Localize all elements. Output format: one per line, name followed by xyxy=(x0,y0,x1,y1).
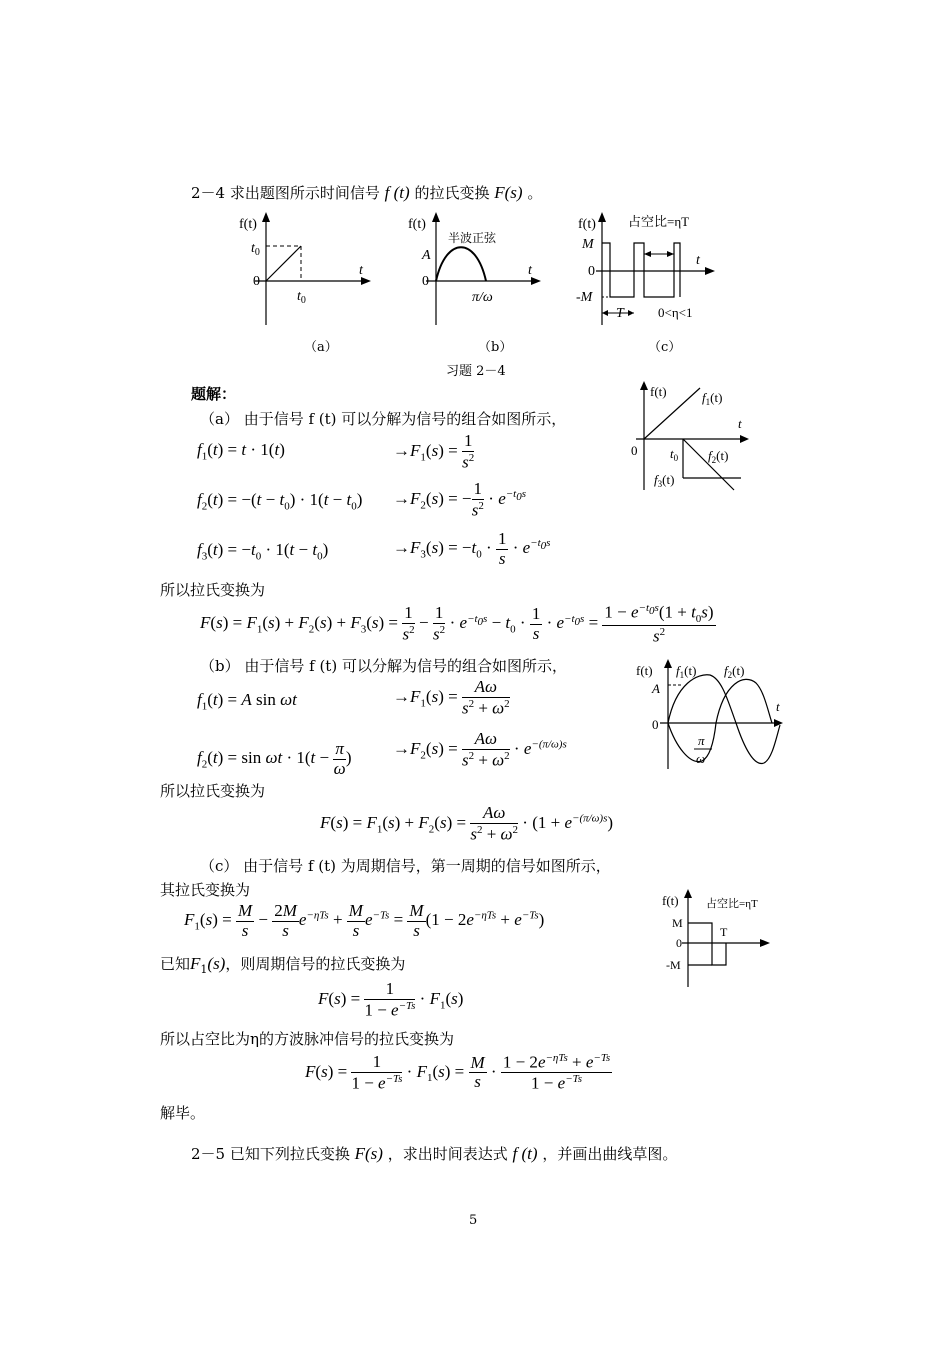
so-c-text: 所以占空比为η的方波脉冲信号的拉氏变换为 xyxy=(160,1030,454,1048)
svg-text:t: t xyxy=(359,263,363,278)
equation-f3-a: $f_3(t) = -t_0 \cdot 1(t - t_0)$ xyxy=(197,540,329,563)
part-a-figure xyxy=(626,378,756,498)
known-text: 已知$F_1(s)$，则周期信号的拉氏变换为 xyxy=(160,954,406,976)
svg-text:f1(t): $f_1(t)$ xyxy=(676,663,697,680)
equation-F-b: $F(s) = F_1(s) + F_2(s)$ = $\frac{A\omega}{s^2 + \omega^2}$ · $(1 + e^{-(\pi/\omega)s})$ xyxy=(320,803,614,844)
figure-a-label: （a） xyxy=(304,340,338,355)
svg-text:t: t xyxy=(776,699,780,714)
equation-F1-b: $\to F_1(s)$ = $\frac{A\omega}{s^2 + \omega^2}$ xyxy=(393,677,510,718)
svg-text:0: 0 xyxy=(676,936,682,950)
svg-text:0: 0 xyxy=(253,274,260,289)
part-a-text: （a） 由于信号 f (t) 可以分解为信号的组合如图所示， xyxy=(200,410,567,428)
svg-text:f(t): f(t) xyxy=(636,663,653,678)
equation-f2-a: $f_2(t) = -(t - t_0) \cdot 1(t - t_0)$ xyxy=(197,490,363,513)
svg-text:f2(t): $f_2(t)$ xyxy=(708,448,729,465)
part-c-figure xyxy=(660,885,780,990)
svg-text:f3(t): $f_3(t)$ xyxy=(654,472,675,489)
svg-text:t0: $t_0$ xyxy=(251,241,260,258)
equation-F1-a: $\to F_1(s)$ = $\frac{1}{s^2}$ xyxy=(393,431,475,472)
svg-text:M: M xyxy=(582,237,594,252)
part-c-text-2: 其拉氏变换为 xyxy=(160,881,251,899)
equation-F3-a: $\to F_3(s) = -t_0$ · $\frac{1}{s}$ · $e^{-t_0s}$ xyxy=(393,529,551,568)
problem-2-5-title: 2－5 已知下列拉氏变换 F(s) ，求出时间表达式 f (t) ，并画出曲线草图。 xyxy=(191,1144,678,1163)
svg-text:π/ω: π/ω xyxy=(472,290,493,305)
svg-text:0<η<1: 0<η<1 xyxy=(658,305,693,320)
figure-caption: 习题 2－4 xyxy=(446,364,506,379)
svg-text:占空比=ηT: 占空比=ηT xyxy=(706,898,758,910)
svg-text:f2(t): $f_2(t)$ xyxy=(724,663,745,680)
figure-b-label: （b） xyxy=(478,340,513,355)
svg-text:t0: $t_0$ xyxy=(670,446,679,463)
svg-text:0: 0 xyxy=(652,717,659,732)
equation-f1-a: $f_1(t) = t \cdot 1(t)$ xyxy=(197,440,285,463)
svg-text:T: T xyxy=(720,925,728,939)
svg-text:f(t): f(t) xyxy=(578,217,596,232)
svg-text:t: t xyxy=(528,263,532,278)
svg-text:f(t): f(t) xyxy=(662,893,679,908)
svg-text:-M: -M xyxy=(666,958,681,972)
figure-c-label: （c） xyxy=(648,340,682,355)
svg-text:M: M xyxy=(672,916,683,930)
svg-text:0: 0 xyxy=(422,274,429,289)
equation-F2-a: $\to F_2(s)$ = − $\frac{1}{s^2}$ · $e^{-t_0s}$ xyxy=(393,479,527,520)
figure-a xyxy=(225,208,385,328)
page-number: 5 xyxy=(469,1213,478,1228)
so-a-text: 所以拉氏变换为 xyxy=(160,581,266,599)
part-b-figure xyxy=(632,655,787,775)
svg-text:0: 0 xyxy=(631,443,638,458)
done-text: 解毕。 xyxy=(160,1104,206,1122)
svg-text:T: T xyxy=(616,306,624,321)
equation-f1-b: $f_1(t) = A$ sin ωt xyxy=(197,690,297,713)
svg-text:ω: ω xyxy=(696,751,706,766)
equation-F-c: F(s) = $\frac{1}{1 - e^{-Ts}}$ · $F_1(s)$ = $\frac{M}{s}$ · $\frac{1 - 2e^{-\eta Ts} + e^{-Ts}}{1 - e^{-Ts}}$ xyxy=(305,1051,611,1093)
svg-text:f(t): f(t) xyxy=(650,384,667,399)
svg-text:A: A xyxy=(422,248,431,263)
equation-f2-b: $f_2(t) = \sin \omega t \cdot 1(t$ − $\frac{\pi}{\omega}$ ) xyxy=(197,739,352,778)
so-b-text: 所以拉氏变换为 xyxy=(160,782,266,800)
solution-heading: 题解： xyxy=(191,385,237,403)
svg-text:f1(t): $f_1(t)$ xyxy=(702,390,723,407)
svg-text:半波正弦: 半波正弦 xyxy=(448,231,497,245)
equation-F-a: $F(s) = F_1(s) + F_2(s) + F_3(s)$ = $\frac{1}{s^2}$ − $\frac{1}{s^2}$ · $e^{-t_0s} - t_0$ · $\frac{1}{s}$ · $e^{-t_0s}$ = $\frac{1 - e^{-t_0s}(1 + t_0s)}{s^2}$ xyxy=(200,602,714,646)
svg-text:f(t): f(t) xyxy=(239,217,257,232)
equation-F1-c: $F_1(s)$ = $\frac{M}{s}$ − $\frac{2M}{s}$ $e^{-\eta Ts}$ + $\frac{M}{s}$ $e^{-Ts}$ = $\frac{M}{s}$ $(1 - 2e^{-\eta Ts} + e^{-Ts})$ xyxy=(184,901,545,940)
part-c-text: （c） 由于信号 f (t) 为周期信号，第一周期的信号如图所示， xyxy=(200,857,611,875)
equation-F-c-periodic: F(s) = $\frac{1}{1 - e^{-Ts}}$ · $F_1(s)$ xyxy=(318,979,464,1020)
svg-text:π: π xyxy=(698,733,705,748)
svg-text:0: 0 xyxy=(588,264,595,279)
svg-text:t: t xyxy=(696,253,700,268)
svg-text:t0: $t_0$ xyxy=(297,289,306,306)
figure-c xyxy=(572,208,732,328)
figure-b xyxy=(400,208,550,328)
svg-text:A: A xyxy=(652,681,660,696)
svg-text:t: t xyxy=(738,416,742,431)
part-b-text: （b） 由于信号 f (t) 可以分解为信号的组合如图所示， xyxy=(200,657,567,675)
problem-2-4-title: 2－4 求出题图所示时间信号 f (t) 的拉氏变换 F(s) 。 xyxy=(191,183,543,202)
svg-text:f(t): f(t) xyxy=(408,217,426,232)
svg-text:-M: -M xyxy=(576,290,593,305)
svg-text:占空比=ηT: 占空比=ηT xyxy=(628,214,690,229)
equation-F2-b: $\to F_2(s)$ = $\frac{A\omega}{s^2 + \omega^2}$ · $e^{-(\pi/\omega)s}$ xyxy=(393,729,567,770)
